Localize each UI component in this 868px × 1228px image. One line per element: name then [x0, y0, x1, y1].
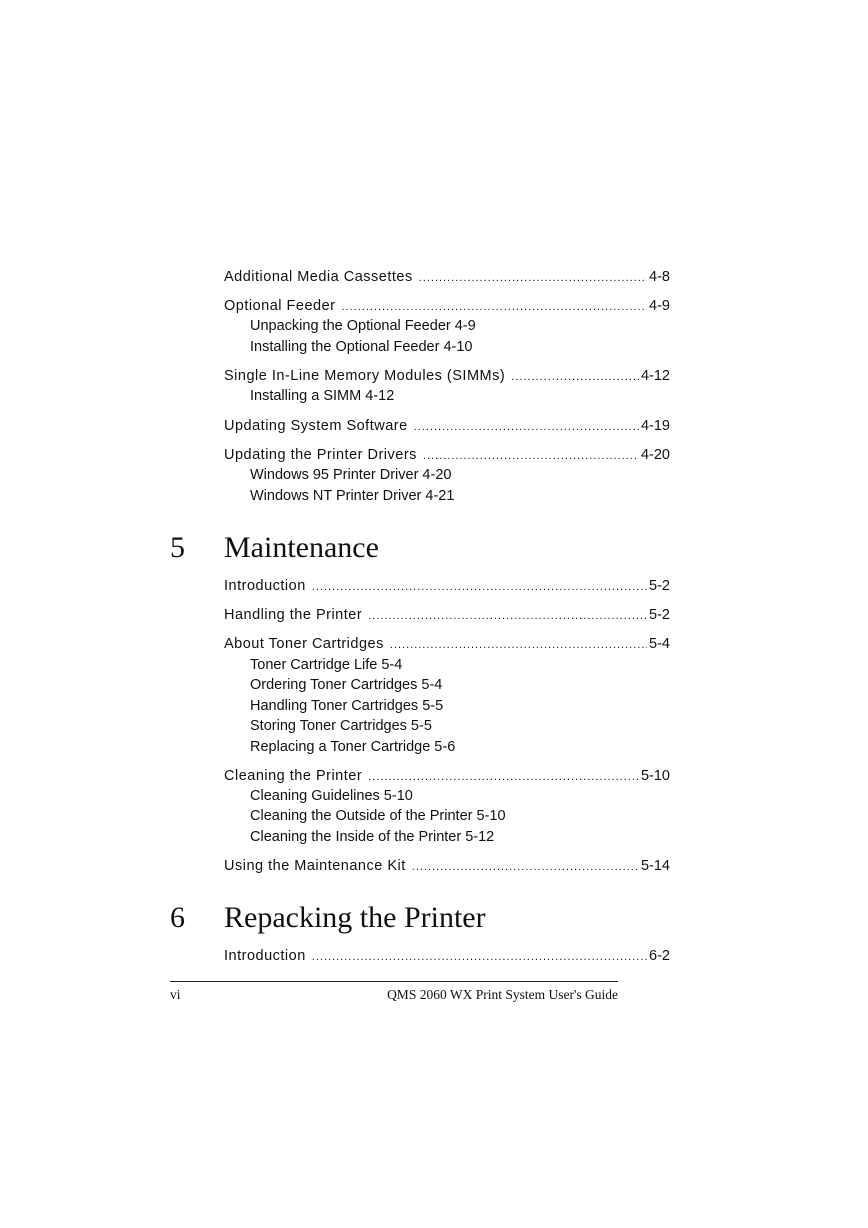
toc-entry-simms[interactable]: [224, 366, 670, 386]
dot-leader: [423, 446, 639, 466]
toc-subentry[interactable]: Windows NT Printer Driver 4-21: [250, 488, 455, 504]
toc-entry-title: Optional Feeder: [224, 298, 336, 314]
toc-entry-updating-system-software[interactable]: [224, 416, 670, 436]
toc-entry-title: Single In-Line Memory Modules (SIMMs): [224, 368, 506, 384]
toc-subentry[interactable]: Cleaning the Outside of the Printer 5-10: [250, 808, 506, 824]
footer-divider: [170, 981, 618, 982]
toc-subentry[interactable]: Unpacking the Optional Feeder 4-9: [250, 318, 476, 334]
dot-leader: [412, 857, 639, 877]
footer-book-title: QMS 2060 WX Print System User's Guide: [387, 987, 618, 1002]
toc-subentry[interactable]: Storing Toner Cartridges 5-5: [250, 718, 432, 734]
toc-entry-title: Updating the Printer Drivers: [224, 447, 417, 463]
toc-entry-cleaning-printer[interactable]: [224, 766, 670, 786]
toc-entry-title: About Toner Cartridges: [224, 636, 384, 652]
toc-entry-about-toner-cartridges[interactable]: [224, 634, 670, 654]
toc-entry-page: 4-12: [640, 368, 670, 384]
chapter-number: 5: [170, 531, 185, 564]
toc-entry-updating-printer-drivers[interactable]: [224, 445, 670, 465]
dot-leader: [341, 297, 647, 317]
toc-entry-page: 5-2: [649, 578, 670, 594]
toc-entry-handling-printer[interactable]: [224, 605, 670, 625]
toc-entry-page: 5-4: [649, 636, 670, 652]
toc-entry-additional-media-cassettes[interactable]: [224, 267, 670, 287]
toc-subentry[interactable]: Toner Cartridge Life 5-4: [250, 657, 403, 673]
toc-subentry[interactable]: Installing a SIMM 4-12: [250, 388, 395, 404]
dot-leader: [368, 767, 639, 787]
toc-subentry[interactable]: Replacing a Toner Cartridge 5-6: [250, 739, 456, 755]
toc-entry-optional-feeder[interactable]: [224, 296, 670, 316]
toc-entry-title: Introduction: [224, 948, 306, 964]
toc-entry-title: Using the Maintenance Kit: [224, 858, 406, 874]
toc-entry-introduction[interactable]: [224, 946, 670, 966]
toc-entry-page: 5-2: [649, 607, 670, 623]
toc-subentry[interactable]: Cleaning the Inside of the Printer 5-12: [250, 829, 495, 845]
toc-entry-title: Handling the Printer: [224, 607, 363, 623]
toc-subentry[interactable]: Ordering Toner Cartridges 5-4: [250, 677, 443, 693]
toc-entry-page: 4-19: [640, 418, 670, 434]
toc-entry-maintenance-kit[interactable]: [224, 856, 670, 876]
toc-entry-page: 6-2: [649, 948, 670, 964]
chapter-title[interactable]: Maintenance: [224, 531, 379, 564]
dot-leader: [414, 417, 639, 437]
dot-leader: [390, 635, 647, 655]
toc-entry-title: Cleaning the Printer: [224, 768, 363, 784]
toc-entry-title: Introduction: [224, 578, 306, 594]
toc-subentry[interactable]: Installing the Optional Feeder 4-10: [250, 339, 473, 355]
toc-entry-title: Updating System Software: [224, 418, 408, 434]
footer-page-number: vi: [170, 987, 181, 1002]
dot-leader: [312, 577, 647, 597]
toc-entry-page: 5-10: [640, 768, 670, 784]
dot-leader: [511, 367, 639, 387]
toc-entry-page: 4-20: [640, 447, 670, 463]
toc-subentry[interactable]: Handling Toner Cartridges 5-5: [250, 698, 444, 714]
toc-entry-introduction[interactable]: [224, 576, 670, 596]
toc-entry-title: Additional Media Cassettes: [224, 269, 413, 285]
chapter-number: 6: [170, 901, 185, 934]
toc-subentry[interactable]: Cleaning Guidelines 5-10: [250, 788, 413, 804]
chapter-title[interactable]: Repacking the Printer: [224, 901, 486, 934]
toc-entry-page: 4-9: [649, 298, 670, 314]
toc-entry-page: 5-14: [640, 858, 670, 874]
dot-leader: [312, 947, 647, 967]
dot-leader: [368, 606, 647, 626]
toc-subentry[interactable]: Windows 95 Printer Driver 4-20: [250, 467, 452, 483]
toc-entry-page: 4-8: [649, 269, 670, 285]
dot-leader: [419, 268, 647, 288]
